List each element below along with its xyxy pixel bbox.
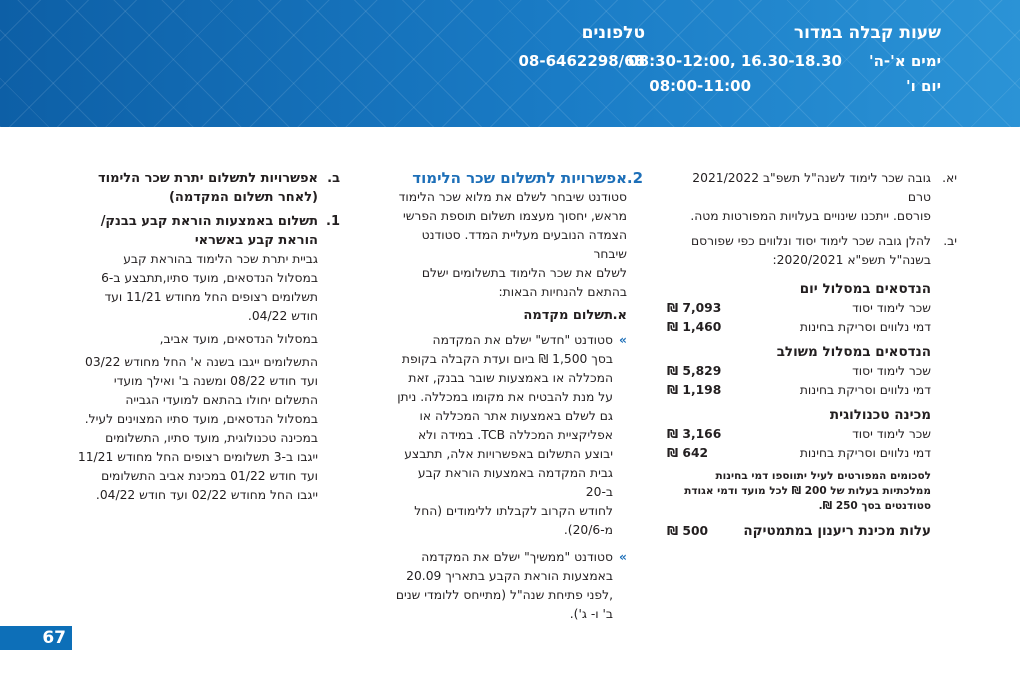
fees-note-line: לסכומים המפורטים לעיל יתווספו דמי בחינות bbox=[715, 470, 931, 482]
fees-table bbox=[667, 280, 931, 541]
fees-note-line: סטודנטים בסך 250 ₪. bbox=[818, 500, 931, 512]
subsection-a-heading bbox=[388, 306, 643, 325]
body-line: חודש 04/22. bbox=[247, 309, 318, 323]
friday-hours: 08:00-11:00 bbox=[649, 77, 751, 95]
section-2-intro bbox=[388, 188, 643, 302]
fee-label: שכר לימוד יסוד bbox=[852, 364, 931, 378]
subsection-a-number: א. bbox=[612, 308, 627, 323]
fee-value: ₪ 5,829 bbox=[667, 364, 722, 378]
item-1-body bbox=[40, 250, 340, 505]
body-line: ייגבו ב-3 תשלומים רצופים החל מחודש 11/21 bbox=[77, 450, 318, 464]
body-line: במסלול הנדסאים, מועד סתיו,תתבצע ב-6 bbox=[101, 271, 318, 285]
item-1-title-line: תשלום באמצעות הוראת קבע בבנק/ bbox=[100, 214, 318, 229]
bullet-continuing-student bbox=[388, 548, 643, 624]
fee-label: שכר לימוד יסוד bbox=[852, 301, 931, 315]
bullet-line: ב' ו- ג'). bbox=[569, 607, 613, 621]
fee-label: שכר לימוד יסוד bbox=[852, 427, 931, 441]
item-yb bbox=[667, 232, 957, 270]
fees-note-line: ממלכתיות בעלות של 200 ₪ לכל מועד ודמי אגודת bbox=[684, 485, 931, 497]
body-line: במכינה טכנולוגית, מועד סתיו, התשלומים bbox=[105, 431, 318, 445]
item-ya-number: יא. bbox=[942, 171, 957, 185]
left-column bbox=[40, 169, 340, 505]
hours-title: שעות קבלה במדור bbox=[793, 23, 941, 43]
bullet-line: ,לפני פתיחת שנה"ל (מתייחס ללומדי שנים bbox=[395, 588, 613, 602]
body-line: ייגבו החל מחודש 02/22 ועד חודש 04/22. bbox=[95, 488, 318, 502]
bullet-line: סטודנט "ממשיך" ישלם את המקדמה bbox=[421, 550, 613, 564]
days-label: ימים א'-ה' bbox=[869, 52, 941, 70]
item-ya-line-1: גובה שכר לימוד לשנה"ל תשפ"ב 2021/2022 טרם bbox=[692, 171, 931, 204]
fee-label: דמי נלווים וסריקת בחינות bbox=[799, 320, 931, 334]
review-label: עלות מכינת ריענון במתמטיקה bbox=[743, 523, 931, 539]
fee-group-title: הנדסאים במסלול משולב bbox=[776, 344, 931, 360]
fee-row bbox=[667, 318, 931, 337]
fee-row bbox=[667, 362, 931, 381]
section-2-title: אפשרויות לתשלום שכר הלימוד bbox=[412, 169, 627, 187]
subsection-a-title: תשלום מקדמה bbox=[523, 308, 613, 323]
bullet-line: גם לשלם באמצעות אתר המכללה או bbox=[419, 409, 613, 423]
body-line: תשלומים רצופים החל מחודש 11/21 ועד bbox=[104, 290, 318, 304]
bullet-line: המכללה או באמצעות שובר בבנק, זאת bbox=[408, 371, 613, 385]
bullet-line: מ-20/6). bbox=[563, 523, 613, 537]
section-b-number: ב. bbox=[327, 171, 340, 186]
section-2-heading bbox=[388, 169, 643, 188]
middle-column bbox=[388, 169, 643, 624]
section-2-number: 2. bbox=[626, 169, 643, 187]
body-line: ועד חודש 01/22 במכינת אביב התשלומים bbox=[101, 469, 318, 483]
fee-row bbox=[667, 444, 931, 463]
body-line: במסלול הנדסאים, מועד אביב, bbox=[159, 332, 318, 346]
intro-line: מראש, יחסוך מעצמו תשלום תוספת הפרשי bbox=[402, 209, 627, 223]
fee-row bbox=[667, 299, 931, 318]
fee-label: דמי נלווים וסריקת בחינות bbox=[799, 383, 931, 397]
right-column bbox=[667, 169, 957, 541]
item-yb-line-1: להלן גובה שכר לימוד יסוד ונלווים כפי שפורסם bbox=[690, 234, 931, 248]
review-value: ₪ 500 bbox=[667, 524, 709, 538]
fee-label: דמי נלווים וסריקת בחינות bbox=[799, 446, 931, 460]
fee-value: ₪ 7,093 bbox=[667, 301, 722, 315]
section-b-title-line: (לאחר תשלום המקדמה) bbox=[168, 190, 318, 205]
item-yb-number: יב. bbox=[943, 234, 957, 248]
page-number: 67 bbox=[0, 626, 72, 650]
bullet-line: לחודש הקרוב לקבלתו ללימודים (החל bbox=[414, 504, 613, 518]
intro-line: הצמדה הנובעים מעליית המדד. סטודנט שיבחר bbox=[421, 228, 627, 261]
bullet-icon: » bbox=[619, 550, 627, 564]
item-ya bbox=[667, 169, 957, 226]
bullet-line: אפליקציית המכללה TCB. במידה ולא bbox=[417, 428, 613, 442]
fee-value: ₪ 1,460 bbox=[667, 320, 722, 334]
phones-number: 08-6462298/68 bbox=[518, 52, 645, 70]
fee-row bbox=[667, 381, 931, 400]
bullet-line: באמצעות הוראת הקבע בתאריך 20.09 bbox=[406, 569, 613, 583]
days-hours: 08:30-12:00, 16.30-18.30 bbox=[628, 52, 842, 70]
fee-value: ₪ 1,198 bbox=[667, 383, 722, 397]
section-b-heading bbox=[40, 169, 340, 207]
fee-row bbox=[667, 425, 931, 444]
bullet-line: סטודנט "חדש" ישלם את המקדמה bbox=[432, 333, 613, 347]
item-1-heading bbox=[40, 212, 340, 250]
item-ya-line-2: פורסם. ייתכנו שינויים בעלויות המפורטות מטה. bbox=[690, 209, 931, 223]
intro-line: סטודנט שיבחר לשלם את מלוא שכר הלימוד bbox=[398, 190, 627, 204]
body-line: ועד חודש 08/22 ומשנה ב' ואילך מועדי bbox=[113, 374, 318, 388]
bullet-icon: » bbox=[619, 333, 627, 347]
friday-label: יום ו' bbox=[906, 77, 941, 95]
fee-group-title: הנדסאים במסלול יום bbox=[799, 281, 931, 297]
body-line: במסלול הנדסאים, מועד סתיו המצוינים לעיל. bbox=[84, 412, 318, 426]
bullet-line: על מנת להבטיח את מקומו במכללה. ניתן bbox=[397, 390, 613, 404]
item-1-title-line: הוראת קבע באשראי bbox=[194, 233, 318, 248]
intro-line: בהתאם להנחיות הבאות: bbox=[498, 285, 627, 299]
bullet-line: יבוצע התשלום באפשרויות אלה, תתבצע bbox=[404, 447, 613, 461]
header-banner bbox=[0, 0, 1020, 127]
fee-value: ₪ 642 bbox=[667, 446, 709, 460]
review-row bbox=[667, 522, 931, 541]
body-line: התשלומים ייגבו בשנה א' החל מחודש 03/22 bbox=[85, 355, 318, 369]
item-1-number: 1. bbox=[326, 214, 340, 229]
item-yb-line-2: בשנה"ל תשפ"א 2020/2021: bbox=[772, 253, 931, 267]
section-b-title-line: אפשרויות לתשלום יתרת שכר הלימוד bbox=[97, 171, 318, 186]
intro-line: לשלם את שכר הלימוד בתשלומים ישלם bbox=[421, 266, 627, 280]
bullet-new-student bbox=[388, 331, 643, 540]
fee-value: ₪ 3,166 bbox=[667, 427, 722, 441]
fees-note bbox=[667, 469, 931, 514]
body-line: התשלום יחולו בהתאם למועדי הגבייה bbox=[125, 393, 318, 407]
fee-group-title: מכינה טכנולוגית bbox=[829, 407, 931, 423]
bullet-line: בסך 1,500 ₪ ביום ועדת הקבלה בקופת bbox=[401, 352, 613, 366]
bullet-line: גבית המקדמה באמצעות הוראת קבע ב-20 bbox=[417, 466, 613, 499]
phones-title: טלפונים bbox=[581, 23, 645, 43]
body-line: גביית יתרת שכר הלימוד בהוראת קבע bbox=[123, 252, 318, 266]
